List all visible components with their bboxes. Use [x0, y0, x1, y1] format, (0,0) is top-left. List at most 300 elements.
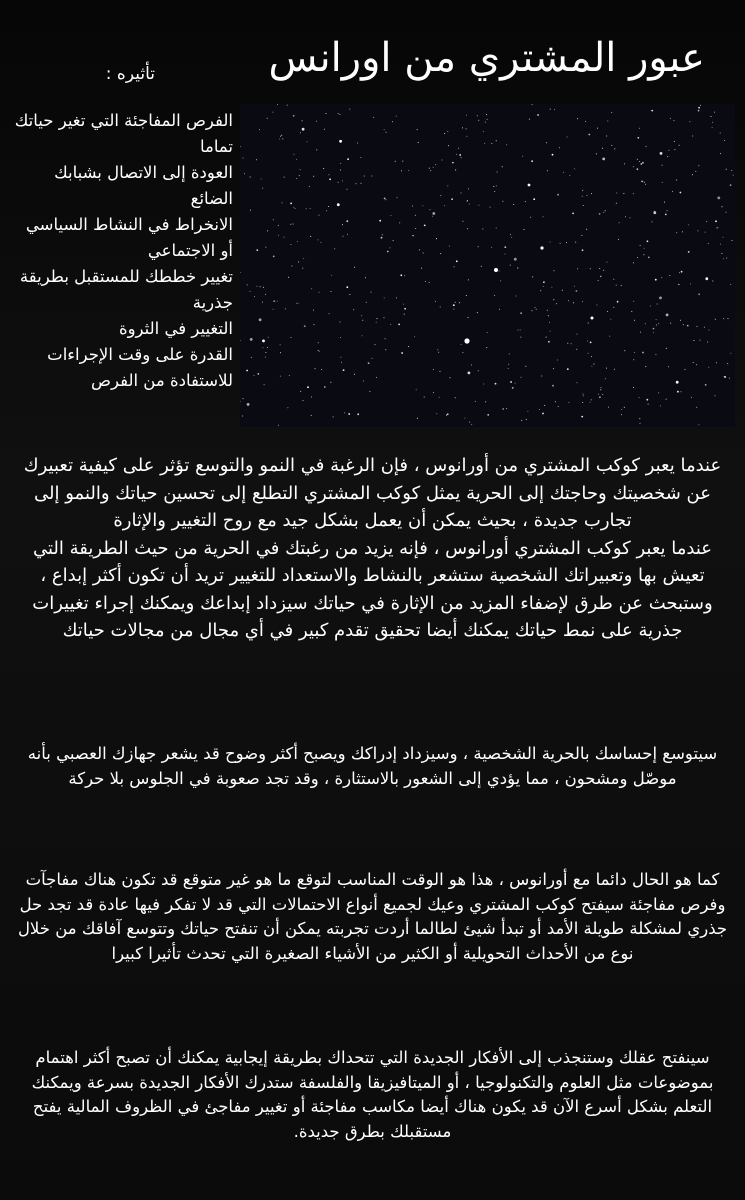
star [688, 224, 689, 225]
star [247, 284, 248, 285]
star [653, 211, 656, 214]
star [259, 129, 260, 130]
effect-item: الفرص المفاجئة التي تغير حياتك تماما [14, 111, 233, 156]
star [279, 139, 280, 140]
star [603, 212, 604, 213]
star [461, 344, 462, 345]
star [708, 330, 709, 331]
star [547, 310, 548, 311]
star [478, 246, 479, 247]
star [251, 357, 252, 358]
star [708, 243, 709, 244]
star [552, 385, 554, 387]
star [674, 120, 675, 121]
star [491, 143, 492, 144]
star [289, 375, 290, 376]
star [373, 117, 374, 118]
star [529, 119, 530, 120]
star [448, 145, 449, 146]
star [599, 396, 601, 398]
star [581, 235, 582, 236]
star [260, 286, 261, 287]
star [313, 310, 314, 311]
star [677, 391, 679, 393]
star [282, 202, 283, 203]
star [569, 175, 570, 176]
star [674, 149, 675, 150]
star [281, 135, 282, 136]
star [303, 258, 304, 259]
star [661, 277, 662, 278]
star [717, 228, 718, 229]
star [698, 424, 699, 425]
star [499, 270, 500, 271]
star [624, 163, 625, 164]
star [435, 301, 436, 302]
star [261, 178, 262, 179]
star [499, 309, 500, 310]
star [379, 220, 381, 222]
star [574, 168, 575, 169]
star [517, 330, 518, 331]
star [242, 416, 243, 417]
star [464, 418, 465, 419]
star [408, 346, 409, 347]
star [637, 137, 639, 139]
star [643, 254, 644, 255]
star [730, 353, 731, 354]
star [250, 338, 253, 341]
star [730, 284, 731, 285]
star [494, 191, 495, 192]
star [690, 283, 691, 284]
star [371, 292, 372, 293]
star [467, 201, 468, 202]
star [287, 407, 288, 408]
star [455, 397, 456, 398]
star [616, 193, 617, 194]
star [548, 341, 550, 343]
star [284, 177, 285, 178]
star [415, 215, 416, 216]
star [653, 332, 654, 333]
star [633, 193, 634, 194]
star [363, 381, 364, 382]
star [362, 320, 363, 321]
star [662, 182, 663, 183]
star [613, 279, 614, 280]
star [639, 397, 640, 398]
bright-star [591, 317, 594, 320]
star [307, 141, 308, 142]
star [591, 366, 592, 367]
star [602, 148, 603, 149]
star [667, 156, 668, 157]
star [347, 158, 349, 160]
star [290, 203, 292, 205]
star [344, 412, 345, 413]
star [676, 381, 679, 384]
star [708, 367, 709, 368]
star [568, 300, 569, 301]
star [369, 391, 370, 392]
star [505, 254, 506, 255]
star [585, 121, 586, 122]
star [639, 128, 640, 129]
star [444, 133, 445, 134]
star [530, 217, 531, 218]
star [562, 290, 563, 291]
star [666, 399, 667, 400]
star [715, 319, 716, 320]
star [455, 170, 456, 171]
star [357, 143, 358, 144]
star [726, 212, 727, 213]
star [550, 331, 551, 332]
star [302, 128, 305, 131]
star [414, 336, 415, 337]
star [567, 368, 569, 370]
star [634, 320, 635, 321]
star [254, 375, 255, 376]
star [361, 183, 362, 184]
star [536, 309, 537, 310]
star [339, 114, 340, 115]
star [404, 314, 405, 315]
star [720, 153, 721, 154]
star [705, 384, 707, 386]
star [376, 322, 377, 323]
star [273, 309, 274, 310]
star [672, 191, 673, 192]
star [715, 220, 717, 222]
star [550, 242, 551, 243]
star [666, 348, 667, 349]
star [637, 168, 639, 170]
star [520, 312, 522, 314]
star [290, 224, 291, 225]
star [513, 204, 514, 205]
star [624, 350, 625, 351]
star [418, 142, 419, 143]
star [319, 215, 320, 216]
star [591, 193, 592, 194]
star [594, 364, 595, 365]
star [668, 150, 669, 151]
star [244, 173, 245, 174]
paragraph-3-text: كما هو الحال دائما مع أورانوس ، هذا هو الوقت المناسب لتوقع ما هو غير متوقع قد تكون هناك مفاجآت وفرص مفاجئة سيفتح كوكب المشتري وعيك لجميع أنواع الاحتمالات التي قد لا تفكر فيها عادة قد تجد حل جذري لمشكلة طويلة الأمد أو تبدأ شيئ لطالما أردت تجربته يمكن أن تنفتح حياتك وتتوسع آفاقك من خلال نوع من الأحداث التحويلية أو الكثير من الأشياء الصغيرة التي تحدث تأثيرا كبيرا [17, 870, 728, 963]
star [591, 356, 592, 357]
star [458, 148, 459, 149]
star [347, 234, 348, 235]
star [640, 163, 642, 165]
star [717, 197, 720, 200]
star [353, 309, 354, 310]
star [670, 118, 671, 119]
star [267, 347, 268, 348]
star [679, 145, 680, 146]
star [277, 104, 278, 105]
bright-star [540, 246, 543, 249]
star [724, 376, 725, 377]
star [387, 251, 389, 253]
star [299, 175, 300, 176]
star [645, 366, 646, 367]
star [390, 215, 391, 216]
star [343, 369, 345, 371]
star [508, 368, 509, 369]
star [321, 369, 322, 370]
star [404, 308, 406, 310]
star [280, 352, 281, 353]
star [633, 387, 634, 388]
star [723, 258, 724, 259]
star [459, 154, 461, 156]
star [577, 268, 578, 269]
star [611, 112, 612, 113]
star [333, 416, 334, 417]
star [658, 323, 659, 324]
star [542, 413, 544, 415]
star [554, 270, 555, 271]
star [535, 307, 536, 308]
star [606, 368, 607, 369]
star [424, 225, 426, 227]
star [526, 419, 527, 420]
star [639, 418, 640, 419]
star [467, 200, 468, 201]
star [355, 183, 356, 184]
star [240, 340, 241, 341]
star [587, 195, 588, 196]
star [316, 121, 317, 122]
star [304, 325, 306, 327]
star [582, 196, 583, 197]
effects-list [13, 108, 233, 394]
star [290, 244, 291, 245]
star [450, 377, 451, 378]
star [506, 408, 507, 409]
star [521, 377, 522, 378]
star [256, 159, 257, 160]
star [377, 318, 378, 319]
star [340, 337, 341, 338]
star [667, 210, 668, 211]
effect-item: الانخراط في النشاط السياسي أو الاجتماعي [25, 215, 233, 260]
star [300, 391, 301, 392]
star [506, 144, 507, 145]
star [582, 190, 583, 191]
star [524, 229, 525, 230]
star [646, 146, 647, 147]
bright-star [464, 338, 469, 343]
star [461, 157, 462, 158]
star [553, 368, 554, 369]
star [721, 253, 722, 254]
star [263, 287, 264, 288]
star [326, 113, 327, 114]
star [442, 160, 443, 161]
star [478, 370, 479, 371]
star [518, 267, 519, 268]
star [656, 325, 657, 326]
star [318, 350, 319, 351]
star [670, 323, 671, 324]
star [287, 105, 288, 106]
star [642, 162, 644, 164]
star [323, 168, 324, 169]
star [267, 230, 268, 231]
star [392, 121, 393, 122]
star [310, 208, 311, 209]
star [660, 152, 663, 155]
star [278, 225, 279, 226]
star [600, 276, 601, 277]
star [610, 319, 611, 320]
star [429, 282, 430, 283]
star [722, 206, 723, 207]
star [494, 295, 495, 296]
star [700, 340, 701, 341]
star [361, 315, 362, 316]
star [280, 136, 281, 137]
star [440, 306, 441, 307]
star [483, 384, 484, 385]
star [485, 122, 486, 123]
star [613, 307, 614, 308]
star [528, 184, 531, 187]
star [316, 149, 317, 150]
star [468, 188, 469, 189]
star [486, 347, 487, 348]
star [250, 291, 251, 292]
star [602, 394, 603, 395]
star [429, 168, 430, 169]
star [614, 369, 615, 370]
star [273, 112, 274, 113]
star [267, 118, 268, 119]
star [525, 366, 526, 367]
star [298, 303, 299, 304]
star [606, 262, 607, 263]
star [408, 170, 409, 171]
star [581, 416, 583, 418]
star [368, 362, 370, 364]
star [429, 209, 430, 210]
star [540, 290, 541, 291]
star [444, 205, 445, 206]
star [576, 349, 577, 350]
star [328, 174, 329, 175]
star [382, 234, 383, 235]
star [293, 115, 295, 117]
star [621, 414, 622, 415]
star [468, 372, 471, 375]
star [254, 296, 255, 297]
star [366, 302, 367, 303]
star [733, 175, 734, 176]
star [547, 170, 548, 171]
star [543, 286, 544, 287]
star [616, 285, 617, 286]
star [590, 342, 592, 344]
star [330, 382, 331, 383]
star [625, 216, 626, 217]
effect-item: العودة إلى الاتصال بشبابك الضائع [54, 163, 233, 208]
star [576, 334, 577, 335]
star [262, 188, 263, 189]
star [298, 262, 299, 263]
star [483, 131, 484, 132]
star [440, 371, 441, 372]
star [413, 235, 414, 236]
star [365, 277, 366, 278]
star [469, 204, 470, 205]
star [295, 208, 296, 209]
effect-item: تغيير خططك للمستقبل بطريقة جذرية [19, 267, 233, 312]
star [692, 136, 693, 137]
star [676, 232, 677, 233]
star [550, 109, 551, 110]
star [477, 312, 478, 313]
star [456, 154, 457, 155]
star [264, 384, 265, 385]
star [243, 158, 244, 159]
star [537, 114, 539, 116]
star [590, 268, 591, 269]
star [421, 268, 422, 269]
star [697, 326, 698, 327]
star [466, 128, 467, 129]
star [262, 347, 263, 348]
star [582, 249, 584, 251]
star [385, 349, 386, 350]
star [500, 280, 501, 281]
star [284, 237, 285, 238]
star [303, 400, 304, 401]
star [468, 279, 469, 280]
star [319, 351, 320, 352]
star [504, 246, 506, 248]
star [723, 318, 724, 319]
star [340, 357, 341, 358]
star [525, 201, 526, 202]
star [340, 163, 341, 164]
star [447, 131, 448, 132]
star [433, 369, 434, 370]
star [331, 291, 332, 292]
star [694, 340, 695, 341]
star [728, 318, 729, 319]
star [402, 161, 403, 162]
star [691, 397, 692, 398]
star [573, 302, 574, 303]
star [268, 337, 269, 338]
star [462, 127, 463, 128]
star [633, 301, 634, 302]
star [681, 271, 683, 273]
star [329, 178, 331, 180]
star [259, 318, 262, 321]
star [291, 337, 292, 338]
star [582, 402, 583, 403]
star [711, 116, 712, 117]
star [618, 239, 619, 240]
star [246, 370, 248, 372]
star [319, 292, 320, 293]
star [477, 115, 478, 116]
star [318, 342, 319, 343]
